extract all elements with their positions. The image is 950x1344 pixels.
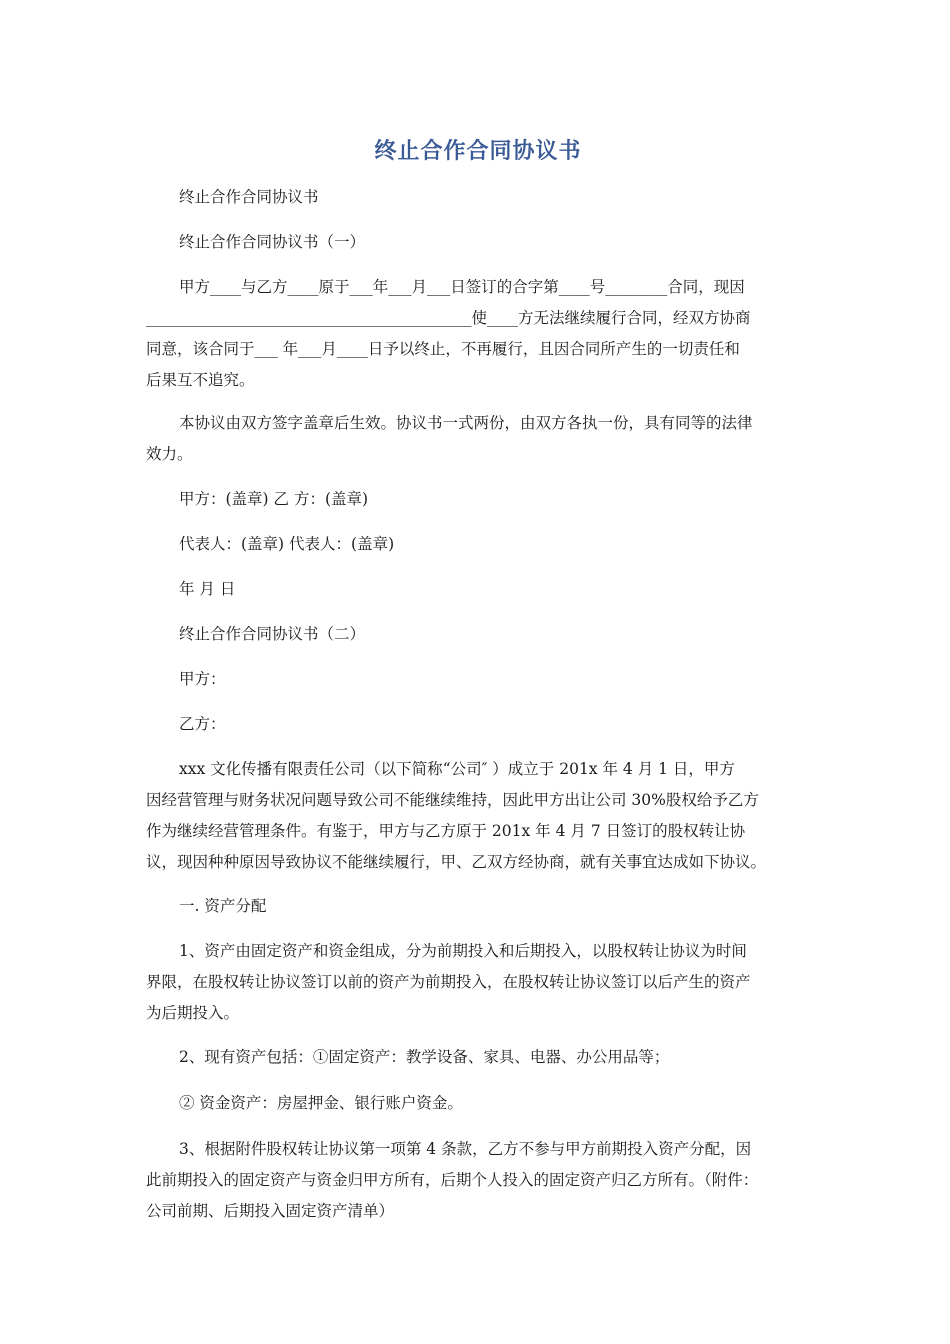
text-line: 效力。 (146, 445, 193, 463)
text-line: 1、资产由固定资产和资金组成，分为前期投入和后期投入，以股权转让协议为时间 (179, 942, 747, 960)
paragraph-section-one-heading (146, 227, 810, 258)
text-line: __________________________________________使____方无法继续履行合同，经双方协商 (146, 309, 751, 327)
paragraph-asset-ownership (146, 1134, 810, 1227)
text-line: 后果互不追究。 (146, 371, 255, 389)
text-line: 代表人：(盖章) 代表人：(盖章) (179, 535, 395, 553)
text-line: 一. 资产分配 (179, 897, 267, 915)
text-line: 乙方： (179, 715, 226, 733)
text-line: 作为继续经营管理条件。有鉴于，甲方与乙方原于 201x 年 4 月 7 日签订的股权转让协 (146, 822, 746, 840)
text-line: 3、根据附件股权转让协议第一项第 4 条款，乙方不参与甲方前期投入资产分配，因 (179, 1140, 752, 1158)
text-line: 此前期投入的固定资产与资金归甲方所有，后期个人投入的固定资产归乙方所有。（附件： (146, 1171, 759, 1189)
text-line: 为后期投入。 (146, 1004, 240, 1022)
text-line: 甲方： (179, 670, 226, 688)
text-line: 议，现因种种原因导致协议不能继续履行，甲、乙双方经协商，就有关事宜达成如下协议。 (146, 853, 767, 871)
text-line: 终止合作合同协议书（一） (179, 233, 366, 251)
text-line: xxx 文化传播有限责任公司（以下简称“公司″ ）成立于 201x 年 4 月 1 日，甲方 (179, 760, 735, 778)
paragraph-current-assets (146, 1042, 810, 1073)
paragraph-party-b (146, 709, 810, 740)
text-line: 终止合作合同协议书（二） (179, 625, 366, 643)
paragraph-heading (146, 182, 810, 213)
paragraph-representative-seals (146, 529, 810, 560)
text-line: 年 月 日 (179, 580, 236, 598)
paragraph-section-two-heading (146, 619, 810, 650)
paragraph-party-a (146, 664, 810, 695)
text-line: 界限，在股权转让协议签订以前的资产为前期投入，在股权转让协议签订以后产生的资产 (146, 973, 751, 991)
text-line: 甲方____与乙方____原于___年___月___日签订的合字第____号________合同，现因 (179, 278, 745, 296)
text-line: 同意，该合同于___ 年___月____日予以终止，不再履行，且因合同所产生的一切责任和 (146, 340, 740, 358)
text-line: 2、现有资产包括：①固定资产：教学设备、家具、电器、办公用品等； (179, 1048, 670, 1066)
document-title: 终止合作合同协议书 (374, 139, 582, 164)
paragraph-asset-allocation-heading (146, 891, 810, 922)
paragraph-contract-termination (146, 272, 810, 396)
text-line: 终止合作合同协议书 (179, 188, 319, 206)
text-line: 因经营管理与财务状况问题导致公司不能继续维持，因此甲方出让公司 30%股权给予乙方 (146, 791, 759, 809)
paragraph-date (146, 574, 810, 605)
paragraph-company-background (146, 754, 810, 878)
text-line: 公司前期、后期投入固定资产清单） (146, 1202, 395, 1220)
text-line: 甲方：(盖章) 乙 方：(盖章) (179, 490, 369, 508)
text-line: ② 资金资产：房屋押金、银行账户资金。 (179, 1094, 463, 1112)
paragraph-capital-assets (146, 1088, 810, 1119)
text-line: 本协议由双方签字盖章后生效。协议书一式两份，由双方各执一份，具有同等的法律 (179, 414, 753, 432)
paragraph-party-seals (146, 484, 810, 515)
paragraph-effectiveness (146, 408, 810, 470)
paragraph-asset-composition (146, 936, 810, 1029)
